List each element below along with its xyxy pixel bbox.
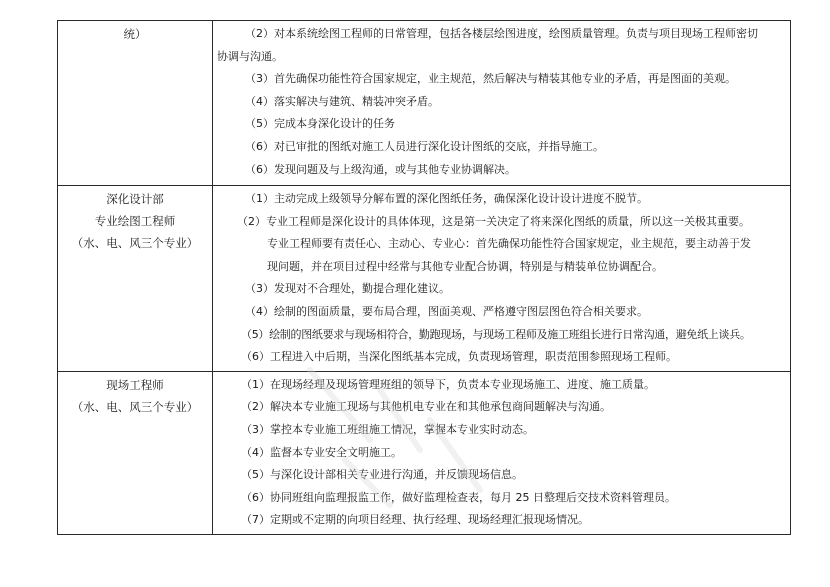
- duty-item: （7）定期或不定期的向项目经理、执行经理、现场经理汇报现场情况。: [241, 513, 589, 527]
- role-label-line: 专业绘图工程师: [94, 214, 176, 228]
- duty-item: （4）绘制的图面质量，要布局合理，图面美观、严格遵守图层图色符合相关要求。: [245, 304, 648, 318]
- role-label-line: （水、电、风三个专业）: [71, 399, 199, 414]
- duty-item: （4）落实解决与建筑、精装冲突矛盾。: [245, 94, 439, 108]
- duties-cell: [213, 371, 791, 534]
- duties-cell: [213, 21, 791, 186]
- duty-item: （5）与深化设计部相关专业进行沟通，并反馈现场信息。: [241, 468, 523, 482]
- duty-item: （3）发现对不合理处，勤提合理化建议。: [245, 282, 450, 296]
- role-label-line: （水、电、风三个专业）: [71, 236, 199, 250]
- role-label-line: 现场工程师: [106, 377, 164, 392]
- duty-item: （6）协同班组向监理报监工作，做好监理检查表，每月 25 日整理后交技术资料管理员。: [241, 490, 676, 504]
- responsibility-table: [57, 20, 791, 535]
- duty-item: （6）对已审批的图纸对施工人员进行深化设计图纸的交底，并指导施工。: [245, 139, 604, 153]
- duty-item: （3）首先确保功能性符合国家规定，业主规范，然后解决与精装其他专业的矛盾，再是图面的美观。: [245, 72, 736, 86]
- table-row: [58, 371, 791, 534]
- duty-item: （5）绘制的图纸要求与现场相符合，勤跑现场，与现场工程师及施工班组长进行日常沟通，避免纸上谈兵。: [241, 327, 751, 341]
- duty-item: （2）解决本专业施工现场与其他机电专业在和其他承包商间题解决与沟通。: [241, 400, 611, 414]
- duty-item: （1）在现场经理及现场管理班组的领导下，负责本专业现场施工、进度、施工质量。: [241, 377, 655, 391]
- duty-item: （6）工程进入中后期，当深化图纸基本完成，负责现场管理，职责范围参照现场工程师。: [241, 350, 677, 364]
- duty-item: （1）主动完成上级领导分解布置的深化图纸任务，确保深化设计设计进度不脱节。: [245, 192, 648, 205]
- duty-item: （6）发现问题及与上级沟通，或与其他专业协调解决。: [245, 162, 516, 176]
- role-cell: [58, 371, 213, 534]
- duty-item: （2）对本系统绘图工程师的日常管理，包括各楼层绘图进度，绘图质量管理。负责与项目现场工程师密切 协调与沟通。: [217, 27, 758, 63]
- role-cell: [58, 21, 213, 186]
- duties-cell: [213, 186, 791, 372]
- duty-item: （3）掌控本专业施工班组施工情况，掌握本专业实时动态。: [241, 422, 534, 436]
- duty-item: （5）完成本身深化设计的任务: [245, 117, 395, 131]
- table-row: [58, 21, 791, 186]
- duty-item: （4）监督本专业安全文明施工。: [241, 445, 402, 459]
- duty-item: （2）专业工程师是深化设计的具体体现，这是第一关决定了将来深化图纸的质量，所以这一关极其重要。 专业工程师要有责任心、主动心、专业心：首先确保功能性符合国家规定，业主规范，要主动善于发 现问题，并在项目过程中经常与其他专业配合协调，特别是与精装单位协调配合。: [237, 214, 751, 273]
- role-label-line: 深化设计部: [106, 192, 164, 206]
- role-cell: [58, 186, 213, 372]
- role-label-line: 统）: [123, 27, 147, 41]
- table-row: [58, 186, 791, 372]
